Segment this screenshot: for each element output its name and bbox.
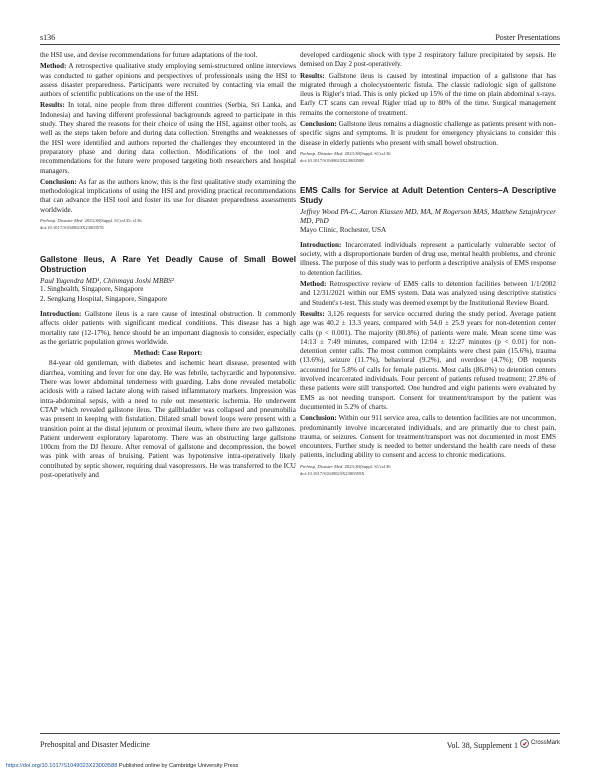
affiliation-2: 2. Sengkang Hospital, Singapore, Singapore xyxy=(40,294,168,303)
left-column xyxy=(40,51,296,482)
article-authors: Jeffrey Wood PA-C, Aaron Klassen MD, MA, M Rogerson MAS, Matthew Sztajnkrycer MD, PhD xyxy=(300,206,556,226)
abstract-continuation: the HSI use, and devise recommendations for future adaptations of the tool. xyxy=(40,51,258,59)
citation-journal: Prehosp. Disaster Med. xyxy=(300,150,344,156)
right-column xyxy=(300,51,556,479)
crossmark-badge[interactable] xyxy=(520,739,560,748)
doi-url-link[interactable]: https://doi.org/10.1017/S1049023X23003588 xyxy=(6,763,118,769)
method-label: Method: xyxy=(40,62,67,71)
spacer xyxy=(300,166,556,186)
citation-details: 2023;38(Suppl. S1):s136 xyxy=(343,463,391,469)
citation-details: 2023;38(Suppl. S1):s135–s136 xyxy=(83,218,142,224)
results-label: Results: xyxy=(40,101,65,110)
results-paragraph xyxy=(300,310,556,412)
conclusion-text: Within our 911 service area, calls to detention facilities are not uncommon, predominantly involve incarcerated individuals, and are primarily due to chest pain, trauma, or seizures. Consent for treatment/transport was not documented in most EMS encounters. Further study is needed to better understand the health care needs of these patients, including ability to consent and access to chronic medications. xyxy=(300,414,556,460)
method-paragraph xyxy=(300,280,556,308)
citation-journal: Prehosp. Disaster Med. xyxy=(40,218,84,224)
journal-name: Prehospital and Disaster Medicine xyxy=(40,739,150,749)
conclusion-paragraph xyxy=(300,120,556,148)
citation xyxy=(40,217,296,224)
introduction-text: Incarcerated individuals represent a particularly vulnerable sector of society, with a disproportionate burden of drug use, mental health problems, and chronic illness. The purpose of this study was to perform a descriptive analysis of EMS response to detention facilities. xyxy=(300,240,556,277)
article-ems-detention-centers xyxy=(300,186,556,477)
volume-label: Vol. 38, Supplement 1 xyxy=(446,740,518,750)
article-authors: Paul Yugendra MD¹, Chinmaya Joshi MBBS² xyxy=(40,276,174,286)
conclusion-paragraph xyxy=(40,178,296,215)
conclusion-paragraph xyxy=(300,414,556,460)
introduction-label: Introduction: xyxy=(40,309,82,318)
results-label: Results: xyxy=(300,71,325,80)
introduction-text: Gallstone ileus is a rare cause of intestinal obstruction. It commonly affects older patients with significant medical conditions. This disease has a high mortality rate (12-17%), hence should be an important diagnosis to consider, especially as the geriatric population grows worldwide. xyxy=(40,309,296,346)
results-text: In total, nine people from three different countries (Serbia, Sri Lanka, and Indonesia) and having different professional backgrounds agreed to participate in this study. They shared the reasons for their choice of using the HSI, against other tools, as well as the steps taken before and during data collection. Strengths and weaknesses of the HSI were identified and authors reported the challenges they encountered in the preparatory phase and during data collection. Modifications of the tool and recommendations for the future were proposed targeting both researchers and hospital managers. xyxy=(40,101,296,175)
introduction-paragraph xyxy=(40,310,296,347)
header-rule xyxy=(40,44,560,45)
conclusion-text: As far as the authors know, this is the first qualitative study examining the methodological implications of using the HSI and providing practical recommendations that can advance the HSI tool and foster its use for disaster preparedness assessments worldwide. xyxy=(40,177,296,214)
introduction-paragraph xyxy=(300,241,556,278)
results-text: Gallstone ileus is caused by intestinal impaction of a gallstone that has migrated through a cholecystoenteric fistula. The classic radiologic sign of gallstone ileus is Rigler's triad. This is only picked up 15% of the time on plain abdominal x-rays. Early CT scans can reveal Rigler triad up to 80% of the time. Surgical management remains the cornerstone of treatment. xyxy=(300,71,556,117)
conclusion-text: Gallstone ileus remains a diagnostic challenge as patients present with non-specific signs and symptoms. It is prudent for emergency physicians to consider this disease in elderly patients who present with small bowel obstruction. xyxy=(300,120,556,147)
introduction-label: Introduction: xyxy=(300,240,342,249)
article-gallstone-ileus xyxy=(40,255,296,480)
case-continuation: developed cardiogenic shock with type 2 respiratory failure precipitated by sepsis. He demised on Day 2 post-operatively. xyxy=(300,51,556,69)
conclusion-label: Conclusion: xyxy=(40,177,77,186)
article-title: EMS Calls for Service at Adult Detention Centers–A Descriptive Study xyxy=(300,185,556,205)
article-title: Gallstone Ileus, A Rare Yet Deadly Cause of Small Bowel Obstruction xyxy=(40,255,296,275)
method-label: Method: xyxy=(300,280,327,289)
spacer xyxy=(40,233,296,255)
volume-info xyxy=(447,739,560,750)
citation xyxy=(300,463,556,470)
citation xyxy=(300,150,556,157)
affiliation-1: 1. Singhealth, Singapore, Singapore xyxy=(40,285,144,294)
section-title: Poster Presentations xyxy=(495,33,560,42)
results-paragraph xyxy=(300,72,556,118)
crossmark-label: CrossMark xyxy=(530,740,560,746)
doi-link[interactable]: doi:10.1017/S1049023X23003588 xyxy=(300,157,364,163)
results-label: Results: xyxy=(300,309,325,318)
method-text: Retrospective review of EMS calls to detention facilities between 1/1/2002 and 12/31/2021 within our EMS system. Data was analyzed using descriptive statistics and Student's t-test. This study was deemed exempt by the Institutional Review Board. xyxy=(300,280,556,307)
footer-rule xyxy=(40,733,560,734)
page-number: s136 xyxy=(40,33,56,42)
published-online-line xyxy=(6,763,238,769)
results-paragraph xyxy=(40,101,296,175)
doi-link[interactable]: doi:10.1017/S1049023X2300359X xyxy=(300,470,365,476)
citation-journal: Prehosp. Disaster Med. xyxy=(300,463,344,469)
affiliation: Mayo Clinic, Rochester, USA xyxy=(300,225,387,234)
conclusion-label: Conclusion: xyxy=(300,120,337,129)
doi-link[interactable]: doi:10.1017/S1049023X23003576 xyxy=(40,225,104,231)
published-online-text: Published online by Cambridge University Press xyxy=(117,763,239,769)
case-report-heading: Method: Case Report: xyxy=(133,349,203,358)
crossmark-icon xyxy=(520,739,529,748)
running-footer xyxy=(40,738,560,750)
case-report-text: 84-year old gentleman, with diabetes and ischemic heart disease, presented with diarrhea, vomiting and fever for one day. He was febrile, tachycardic and hypotensive. There was lower abdominal tenderness with guarding. Labs done revealed metabolic acidosis with a raised lactate along with raised inflammatory markers. Impression was intra-abdominal sepsis, with a need to rule out mesenteric ischemia. He underwent CTAP which revealed gallstone ileus. The gallbladder was collapsed and pneumobilia was present in keeping with fistulation. Dilated small bowel loops were present with a transition point at the distal jejunum or proximal ileum, where there are two gallstones. Patient underwent exploratory laparotomy. There was an obstructing large gallstone 100cm from the DJ flexure. After removal of gallstone and decompression, the bowel was pink with areas of bruising. Patient was hypotensive intra-operatively likely contributed by septic shower, requiring dual vasopressors. He was transferred to the ICU post-operatively and xyxy=(40,359,296,479)
conclusion-label: Conclusion: xyxy=(300,414,337,423)
method-text: A retrospective qualitative study employing semi-structured online interviews was conducted to gather opinions and perspectives of professionals using the HSI to assess disaster preparedness. Participants were recruited by contacting via email the authors of scientific publications on the use of the HSI. xyxy=(40,62,296,99)
citation-details: 2023;38(Suppl. S1):s136 xyxy=(343,150,391,156)
running-header xyxy=(40,28,560,42)
results-text: 3,126 requests for service occurred during the study period. Average patient age was 40.2 ± 13.3 years, compared with 54.0 ± 25.9 years for non-detention center calls (p < 0.001). The majority (80.8%) of patients were male. Mean scene time was 14:13 ± 7:49 minutes, compared with 12:04 ± 12:27 minutes (p < 0.01) for non-detention center calls. The most common complaints were chest pain (15.6%), trauma (13.6%), seizure (11.7%), behavioral (9.2%), and overdose (4.7%); OB requests accounted for 5.8% of calls for female patients. Most calls (86.0%) to detention centers involved incarcerated individuals. Four percent of patients refused treatment; 27.8% of these patients were still transported. One hundred and eight patients were evaluated by EMS as not needing transport. Consent for treatment/transport by the patient was documented in 5.2% of charts. xyxy=(300,309,556,411)
method-paragraph xyxy=(40,62,296,99)
